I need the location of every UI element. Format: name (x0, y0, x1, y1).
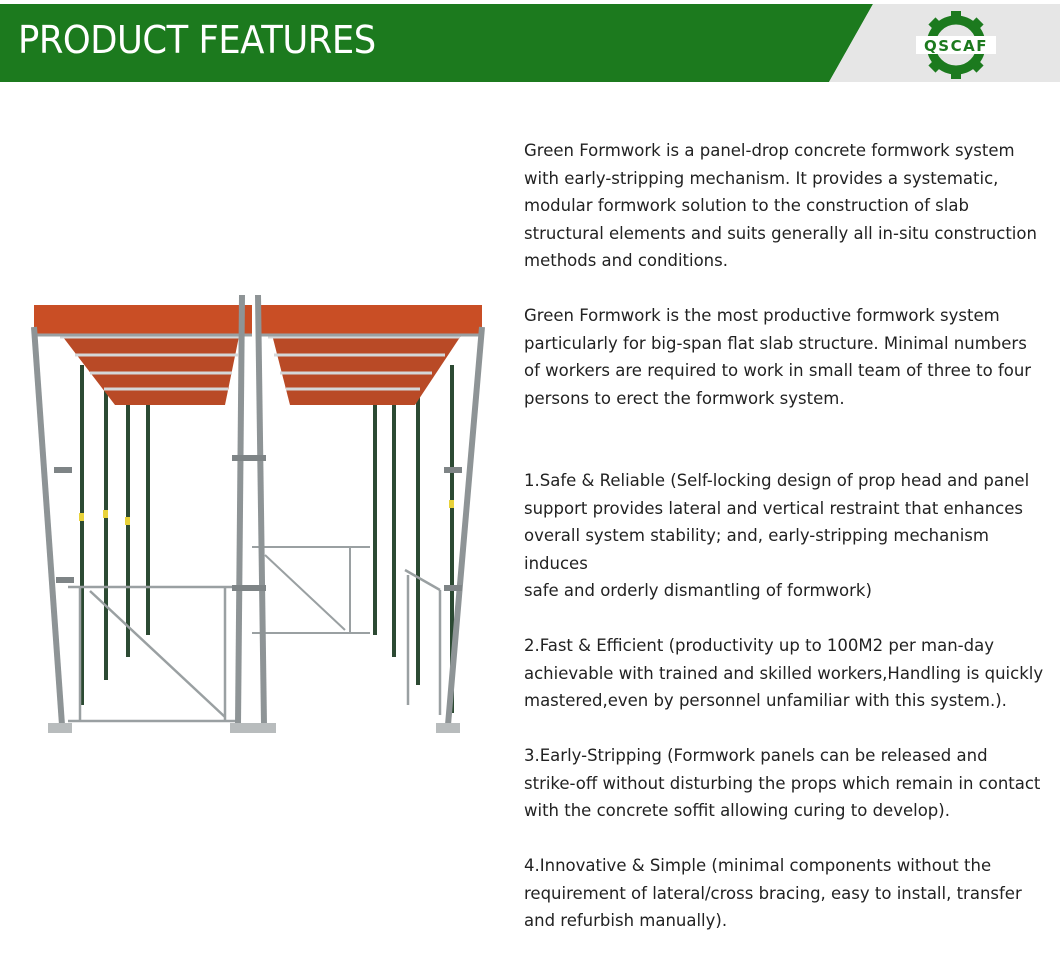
features-text (524, 137, 1044, 935)
intro-paragraph-2: Green Formwork is the most productive formwork system particularly for big-span flat slab structure. Minimal numbers of workers are required to work in small team of three to four persons to erect the formwork system. (524, 306, 1032, 408)
feature-innovative-simple: 4.Innovative & Simple (minimal components without the requirement of lateral/cross bracing, easy to install, transfer and refurbish manually). (524, 856, 1022, 930)
header-banner (0, 4, 1060, 82)
qscaf-logo (916, 10, 996, 80)
intro-paragraph-1: Green Formwork is a panel-drop concrete formwork system with early-stripping mechanism. It provides a systematic, modular formwork solution to the construction of slab structural elements and suits generally all in-situ construction methods and conditions. (524, 141, 1037, 270)
logo-text: QSCAF (924, 37, 988, 55)
page-title: PRODUCT FEATURES (18, 18, 376, 62)
feature-fast-efficient: 2.Fast & Efficient (productivity up to 100M2 per man-day achievable with trained and skilled workers,Handling is quickly mastered,even by personnel unfamiliar with this system.). (524, 636, 1044, 710)
gear-logo-icon (916, 10, 996, 80)
feature-early-stripping: 3.Early-Stripping (Formwork panels can be released and strike-off without disturbing the props which remain in contact with the concrete soffit allowing curing to develop). (524, 746, 1041, 820)
formwork-scaffold-illustration (20, 285, 490, 745)
feature-safe-reliable: 1.Safe & Reliable (Self-locking design of prop head and panel support provides lateral and vertical restraint that enhances overall system stability; and, early-stripping mechanism induces safe and orderly dismantling of formwork) (524, 471, 1030, 600)
product-photo (20, 285, 490, 745)
